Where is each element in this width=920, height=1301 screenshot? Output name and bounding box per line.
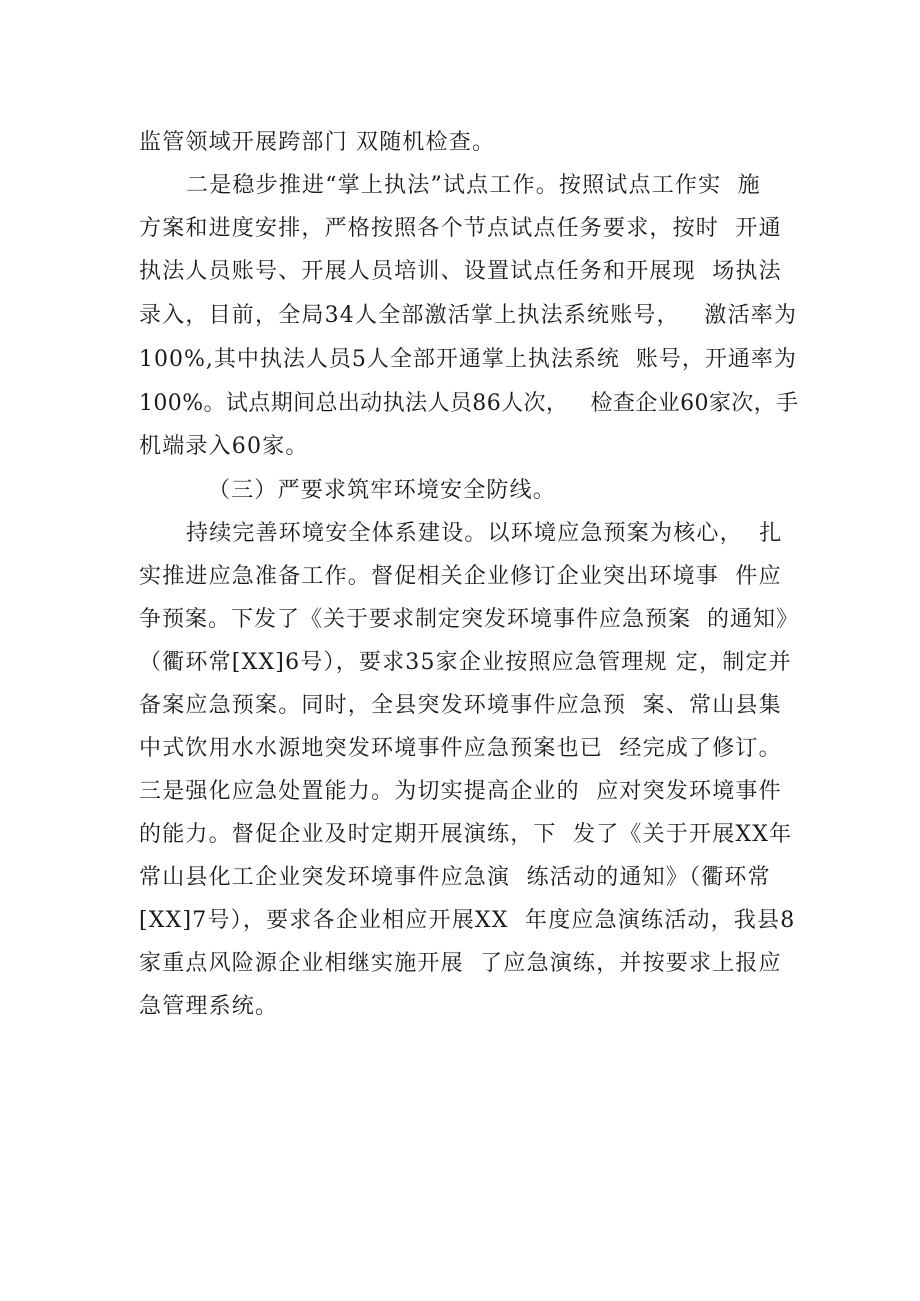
text-line-7: 100%。试点期间总出动执法人员86人次， 检查企业60家次，手 [139,391,799,416]
text-line-2: 二是稳步推进“掌上执法”试点工作。按照试点工作实 施 [186,173,761,198]
text-line-14: 备案应急预案。同时，全县突发环境事件应急预 案、常山县集 [139,693,782,718]
text-line-12: 争预案。下发了《关于要求制定突发环境事件应急预案 的通知》 [139,607,799,632]
text-line-11: 实推进应急准备工作。督促相关企业修订企业突出环境事 件应 [139,564,782,589]
text-line-17: 的能力。督促企业及时定期开展演练，下 发了《关于开展XX年 [139,822,793,847]
text-line-16: 三是强化应急处置能力。为切实提高企业的 应对突发环境事件 [139,779,782,804]
text-line-15: 中式饮用水水源地突发环境事件应急预案也已 经完成了修订。 [139,736,782,761]
text-line-3: 方案和进度安排，严格按照各个节点试点任务要求，按时 开通 [139,216,782,241]
text-line-1: 监管领域开展跨部门 双随机检查。 [139,130,496,155]
text-line-18: 常山县化工企业突发环境事件应急演 练活动的通知》（衢环常 [139,865,771,890]
text-line-13: （衢环常[XX]6号），要求35家企业按照应急管理规 定，制定并 [139,650,792,675]
text-line-6: 100%,其中执法人员5人全部开通掌上执法系统 账号，开通率为 [139,347,797,372]
text-line-4: 执法人员账号、开展人员培训、设置试点任务和开展现 场执法 [139,259,782,284]
text-line-5: 录入，目前，全局34人全部激活掌上执法系统账号， 激活率为 [139,303,798,328]
text-line-8: 机端录入60家。 [139,434,309,459]
text-line-19: [XX]7号），要求各企业相应开展XX 年度应急演练活动，我县8 [139,908,796,933]
text-line-21: 急管理系统。 [139,994,279,1019]
text-line-10: 持续完善环境安全体系建设。以环境应急预案为核心， 扎 [186,521,783,546]
text-line-20: 家重点风险源企业相继实施开展 了应急演练，并按要求上报应 [139,951,782,976]
section-heading: （三）严要求筑牢环境安全防线。 [208,478,557,503]
